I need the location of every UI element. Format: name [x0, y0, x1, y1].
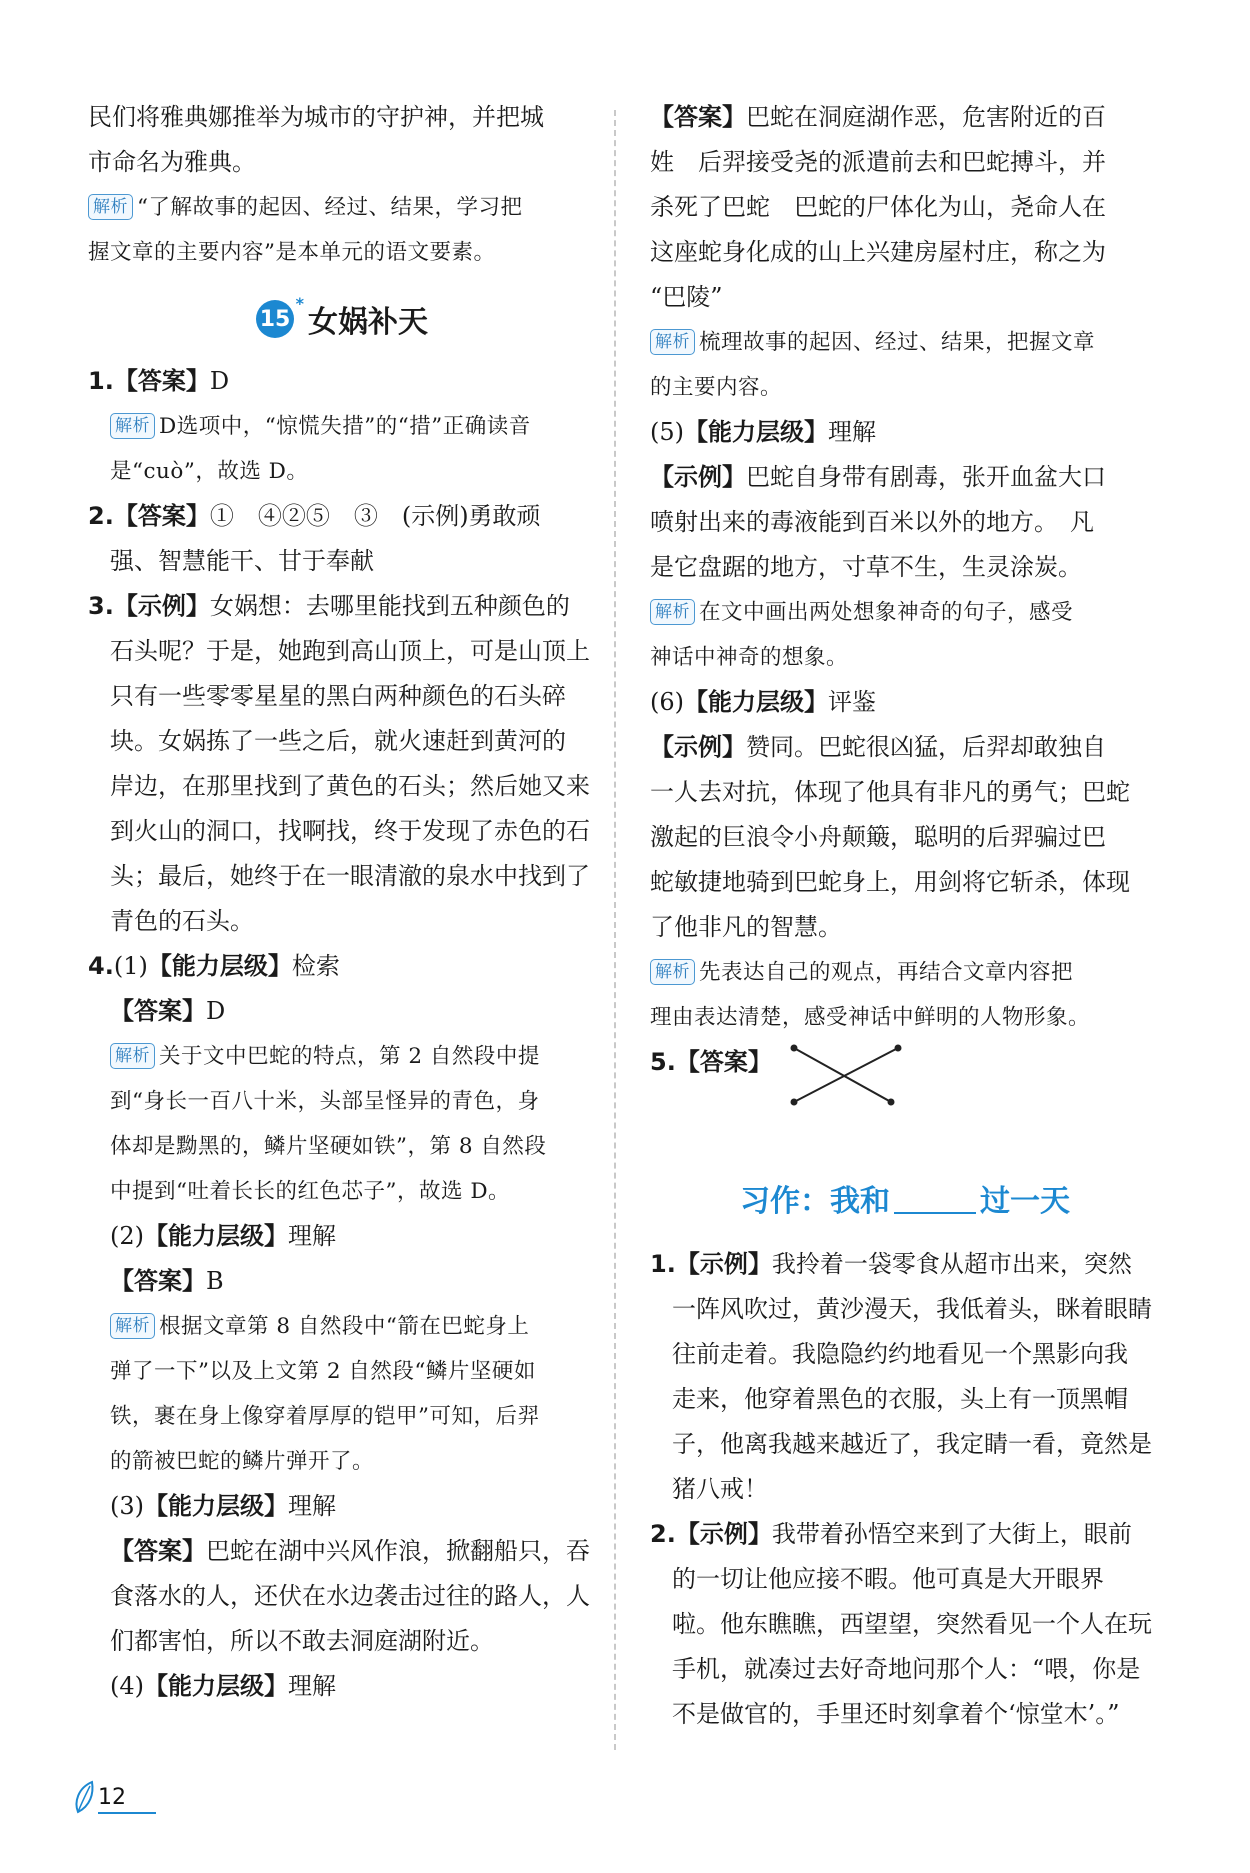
w2-example-label: 【示例】 [675, 1520, 772, 1548]
q4-2-sub: (2) [110, 1222, 144, 1250]
intro-analysis-line-2: 握文章的主要内容”是本单元的语文要素。 [88, 240, 496, 265]
analysis-tag: 解析 [650, 329, 695, 355]
w1-line-2: 一阵风吹过，黄沙漫天，我低着头，眯着眼睛 [672, 1295, 1152, 1323]
q4-1-analysis-line-1: 关于文中巴蛇的特点，第 2 自然段中提 [159, 1044, 540, 1069]
q4-4-sub: (4) [110, 1672, 144, 1700]
q3-line-8: 青色的石头。 [110, 907, 254, 935]
analysis-tag: 解析 [110, 1043, 155, 1069]
writing-title-after: 过一天 [980, 1184, 1070, 1219]
q4-6-example-line-2: 一人去对抗，体现了他具有非凡的勇气；巴蛇 [650, 778, 1130, 806]
q4-5-example-line-3: 是它盘踞的地方，寸草不生，生灵涂炭。 [650, 553, 1082, 581]
intro-analysis-line-1: “了解故事的起因、经过、结果，学习把 [137, 195, 523, 220]
w1-line-3: 往前走着。我隐隐约约地看见一个黑影向我 [672, 1340, 1128, 1368]
q4-4-answer-label: 【答案】 [650, 103, 746, 131]
q4-4-analysis-line-2: 的主要内容。 [650, 375, 783, 400]
w2-line-2: 的一切让他应接不暇。他可真是大开眼界 [672, 1565, 1104, 1593]
analysis-tag: 解析 [110, 1313, 155, 1339]
q4-1-level: 检索 [291, 952, 340, 980]
q3-example-label: 【示例】 [113, 592, 210, 620]
w1-line-5: 子，他离我越来越近了，我定睛一看，竟然是 [672, 1430, 1152, 1458]
q1-analysis-line-1: D选项中，“惊慌失措”的“措”正确读音 [159, 414, 531, 439]
lesson-number: 15 [259, 306, 291, 332]
analysis-tag: 解析 [88, 194, 133, 220]
q4-5-level: 理解 [828, 418, 876, 446]
w1-number: 1. [650, 1250, 676, 1278]
q4-4-level: 理解 [288, 1672, 336, 1700]
page-footer [72, 1780, 156, 1814]
lesson-number-badge [256, 294, 304, 338]
q4-6-example-line-1: 赞同。巴蛇很凶猛，后羿却敢独自 [746, 733, 1106, 761]
q4-6-example-line-4: 蛇敏捷地骑到巴蛇身上，用剑将它斩杀，体现 [650, 868, 1130, 896]
intro-line-2: 市命名为雅典。 [88, 148, 256, 176]
q4-4-level-label: 【能力层级】 [144, 1672, 288, 1700]
q4-6-analysis-line-1: 先表达自己的观点，再结合文章内容把 [699, 960, 1074, 985]
w2-line-5: 不是做官的，手里还时刻拿着个‘惊堂木’。” [672, 1700, 1120, 1728]
analysis-tag: 解析 [650, 599, 695, 625]
intro-line-1: 民们将雅典娜推举为城市的守护神，并把城 [88, 103, 544, 131]
q4-3-answer-line-3: 们都害怕，所以不敢去洞庭湖附近。 [110, 1627, 494, 1655]
q3-line-7: 头；最后，她终于在一眼清澈的泉水中找到了 [110, 862, 590, 890]
q1-answer: D [209, 367, 230, 395]
q4-6-level: 评鉴 [828, 688, 876, 716]
q3-line-2: 石头呢？于是，她跑到高山顶上，可是山顶上 [110, 637, 590, 665]
q4-3-answer-label: 【答案】 [110, 1537, 206, 1565]
q4-3-answer-line-1: 巴蛇在湖中兴风作浪，掀翻船只，吞 [206, 1537, 590, 1565]
q4-6-sub: (6) [650, 688, 684, 716]
q3-line-4: 块。女娲拣了一些之后，就火速赶到黄河的 [110, 727, 566, 755]
q4-2-answer-label: 【答案】 [110, 1267, 206, 1295]
q2-answer-label: 【答案】 [113, 502, 210, 530]
analysis-tag: 解析 [650, 959, 695, 985]
w2-line-1: 我带着孙悟空来到了大街上，眼前 [771, 1520, 1132, 1548]
q4-2-analysis-line-4: 的箭被巴蛇的鳞片弹开了。 [110, 1449, 375, 1474]
q1-analysis-line-2: 是“cuò”，故选 D。 [110, 459, 309, 484]
q4-4-answer-line-5: “巴陵” [650, 283, 723, 311]
analysis-tag: 解析 [110, 413, 155, 439]
q4-3-level-label: 【能力层级】 [144, 1492, 288, 1520]
w2-line-3: 啦。他东瞧瞧，西望望，突然看见一个人在玩 [672, 1610, 1152, 1638]
writing-title-blank [894, 1212, 976, 1214]
q4-5-sub: (5) [650, 418, 684, 446]
q4-5-analysis-line-2: 神话中神奇的想象。 [650, 645, 849, 670]
w1-example-label: 【示例】 [675, 1250, 772, 1278]
q2-number: 2. [88, 502, 114, 530]
page-number: 12 [98, 1785, 156, 1814]
q2-line-1: ① ④②⑤ ③ (示例)勇敢顽 [209, 502, 541, 530]
leaf-icon [72, 1780, 98, 1814]
q4-4-analysis-line-1: 梳理故事的起因、经过、结果，把握文章 [699, 330, 1096, 355]
q3-line-5: 岸边，在那里找到了黄色的石头；然后她又来 [110, 772, 590, 800]
matching-lines-diagram [786, 1042, 916, 1112]
q4-2-analysis-line-1: 根据文章第 8 自然段中“箭在巴蛇身上 [159, 1314, 530, 1339]
q4-2-level: 理解 [288, 1222, 336, 1250]
lesson-star: * [295, 294, 304, 313]
q4-2-level-label: 【能力层级】 [144, 1222, 288, 1250]
q4-number: 4. [88, 952, 114, 980]
q5-number: 5. [650, 1048, 676, 1076]
q4-5-example-line-2: 喷射出来的毒液能到百米以外的地方。 凡 [650, 508, 1094, 536]
q4-1-answer-label: 【答案】 [110, 997, 206, 1025]
q4-6-analysis-line-2: 理由表达清楚，感受神话中鲜明的人物形象。 [650, 1005, 1091, 1030]
q3-line-6: 到火山的洞口，找啊找，终于发现了赤色的石 [110, 817, 590, 845]
q4-1-analysis-line-4: 中提到“吐着长长的红色芯子”，故选 D。 [110, 1179, 511, 1204]
column-divider [614, 110, 616, 1750]
q4-6-level-label: 【能力层级】 [684, 688, 828, 716]
w1-line-1: 我拎着一袋零食从超市出来，突然 [771, 1250, 1132, 1278]
q4-2-analysis-line-3: 铁，裹在身上像穿着厚厚的铠甲”可知，后羿 [110, 1404, 540, 1429]
q4-6-example-label: 【示例】 [650, 733, 746, 761]
q4-3-answer-line-2: 食落水的人，还伏在水边袭击过往的路人，人 [110, 1582, 590, 1610]
q3-line-3: 只有一些零零星星的黑白两种颜色的石头碎 [110, 682, 566, 710]
q4-4-answer-line-1: 巴蛇在洞庭湖作恶，危害附近的百 [746, 103, 1106, 131]
q1-number: 1. [88, 367, 114, 395]
q4-5-analysis-line-1: 在文中画出两处想象神奇的句子，感受 [699, 600, 1074, 625]
q2-line-2: 强、智慧能干、甘于奉献 [110, 547, 374, 575]
w1-line-6: 猪八戒！ [672, 1475, 768, 1503]
q4-1-level-label: 【能力层级】 [147, 952, 292, 980]
q4-4-answer-line-4: 这座蛇身化成的山上兴建房屋村庄，称之为 [650, 238, 1106, 266]
q4-5-example-label: 【示例】 [650, 463, 746, 491]
w2-line-4: 手机，就凑过去好奇地问那个人：“喂，你是 [672, 1655, 1141, 1683]
q4-4-answer-line-2: 姓 后羿接受尧的派遣前去和巴蛇搏斗，并 [650, 148, 1106, 176]
q4-1-analysis-line-2: 到“身长一百八十米，头部呈怪异的青色，身 [110, 1089, 540, 1114]
q4-1-analysis-line-3: 体却是黝黑的，鳞片坚硬如铁”，第 8 自然段 [110, 1134, 547, 1159]
q5-answer-label: 【答案】 [675, 1048, 772, 1076]
q4-6-example-line-3: 激起的巨浪令小舟颠簸，聪明的后羿骗过巴 [650, 823, 1106, 851]
writing-heading [650, 1150, 1160, 1220]
q4-5-level-label: 【能力层级】 [684, 418, 828, 446]
q4-4-answer-line-3: 杀死了巴蛇 巴蛇的尸体化为山，尧命人在 [650, 193, 1106, 221]
q4-1-answer: D [206, 997, 226, 1025]
left-column [88, 95, 596, 1709]
q4-1-sub: (1) [113, 952, 148, 980]
lesson-title: 女娲补天 [308, 305, 428, 340]
w1-line-4: 走来，他穿着黑色的衣服，头上有一顶黑帽 [672, 1385, 1128, 1413]
q4-3-sub: (3) [110, 1492, 144, 1520]
q3-number: 3. [88, 592, 114, 620]
q4-3-level: 理解 [288, 1492, 336, 1520]
q5-row [650, 1040, 1160, 1136]
q3-line-1: 女娲想：去哪里能找到五种颜色的 [209, 592, 570, 620]
q4-2-answer: B [206, 1267, 224, 1295]
q4-6-example-line-5: 了他非凡的智慧。 [650, 913, 842, 941]
right-column [650, 95, 1160, 1737]
q4-2-analysis-line-2: 弹了一下”以及上文第 2 自然段“鳞片坚硬如 [110, 1359, 536, 1384]
q1-answer-label: 【答案】 [113, 367, 210, 395]
w2-number: 2. [650, 1520, 676, 1548]
writing-title-before: 习作：我和 [740, 1184, 890, 1219]
lesson-heading [88, 287, 596, 351]
q4-5-example-line-1: 巴蛇自身带有剧毒，张开血盆大口 [746, 463, 1106, 491]
